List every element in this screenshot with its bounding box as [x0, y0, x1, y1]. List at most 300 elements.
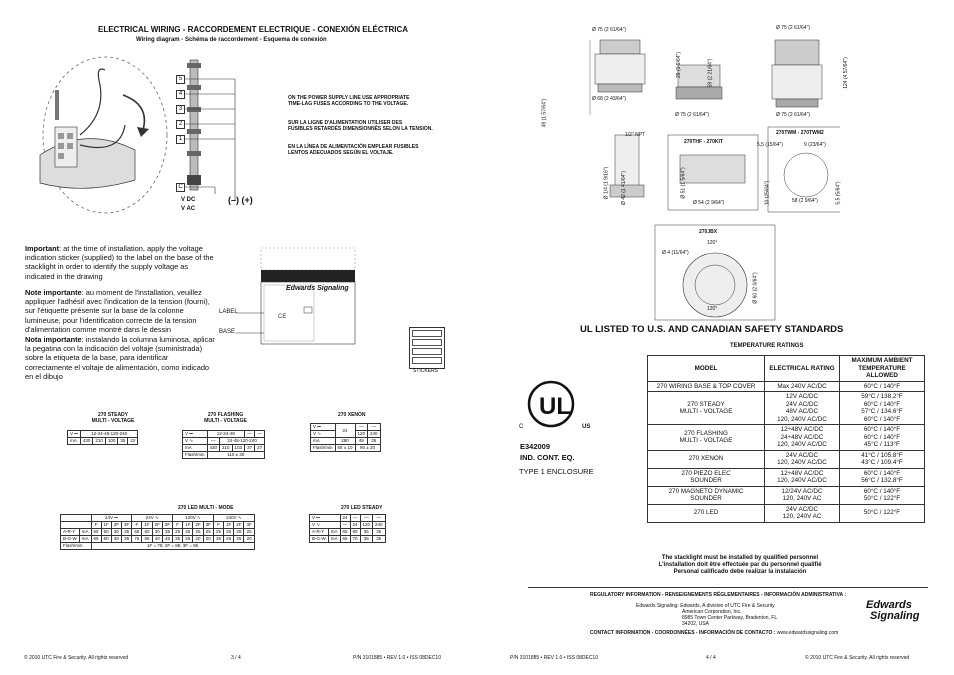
regulatory-info: REGULATORY INFORMATION - RENSEIGNEMENTS RÉGLEMENTAIRES - INFORMACIÓN ADMINISTRATIVA : — [590, 592, 847, 598]
steady-title-line: MULTI - VOLTAGE — [91, 418, 135, 424]
table-cell: 35 — [373, 529, 386, 536]
table-cell: 24 — [340, 515, 350, 522]
table-cell: 80 — [350, 529, 360, 536]
fuse-note-en-line: ON THE POWER SUPPLY LINE USE APPROPRIATE — [288, 95, 410, 101]
ul-type: TYPE 1 ENCLOSURE — [519, 467, 594, 476]
table-cell — [648, 486, 765, 504]
table-cell: 1F = 75; 2F = 85; 3F = 85 — [91, 543, 254, 550]
table-row — [311, 438, 381, 445]
table-cell-line: 120, 240V AC/DC — [777, 441, 827, 448]
address-line: 34202, USA — [682, 621, 709, 627]
table-row — [648, 450, 925, 468]
table-cell-line: 24V AC/DC — [785, 400, 819, 408]
table-cell — [765, 381, 840, 392]
table-cell-line: 120, 240V AC/DC — [777, 459, 827, 466]
xenon-table — [310, 423, 381, 452]
table-cell: 280 — [335, 438, 355, 445]
table-cell-line: 45°C / 113°F — [864, 441, 900, 448]
table-cell-line: 120, 240V AC/DC — [777, 477, 827, 484]
table-cell-line: 270 STEADY — [687, 400, 725, 408]
table-cell-line: 24V AC/DC — [785, 451, 819, 459]
terminal-2: 2 — [176, 120, 185, 129]
table-cell: 1F — [183, 522, 193, 529]
table-cell-line: MULTI - VOLTAGE — [679, 437, 733, 445]
important-en-line: indicated in the drawing — [25, 271, 103, 281]
table-row — [183, 445, 265, 452]
table-cell: 60 — [142, 529, 152, 536]
table-cell: 70 — [350, 536, 360, 543]
terminal-3: 3 — [176, 105, 185, 114]
table-cell-line: 120, 240V AC — [782, 513, 822, 520]
table-row — [68, 431, 138, 438]
footer-left-copyright: © 2010 UTC Fire & Security. All rights reserved — [24, 655, 129, 661]
table-cell: 24-48-120-240 — [220, 438, 265, 445]
table-cell: — — [245, 431, 255, 438]
table-cell-line: 270 LED — [693, 509, 719, 517]
polarity-label: (–) (+) — [228, 195, 253, 205]
table-cell-line: 59°C / 138.2°F — [861, 393, 903, 400]
table-cell: mA — [328, 536, 340, 543]
table-row — [68, 438, 138, 445]
dim-d10: 10 (25/64") — [764, 180, 771, 206]
important-en-line: stacklight in order to identify the supply voltage as — [25, 262, 189, 272]
dim-a120b: 120° — [707, 306, 718, 312]
divider — [528, 587, 928, 588]
table-cell: 35 — [360, 536, 373, 543]
table-cell: 430 — [80, 438, 93, 445]
table-cell: 103 — [232, 445, 245, 452]
dim-d54: Ø 54 (2 9/64") — [693, 200, 725, 206]
table-cell: — — [368, 424, 381, 431]
table-cell: A-R-Y — [310, 529, 329, 536]
table-header: MAXIMUM AMBIENT TEMPERATURE ALLOWED — [840, 356, 925, 382]
table-cell: 35 — [162, 529, 172, 536]
address-block — [636, 603, 777, 627]
table-cell: 12-24-48-120-240 — [80, 431, 138, 438]
table-cell: 37 — [245, 445, 255, 452]
table-row — [61, 515, 255, 522]
led-multi-title: 270 LED MULTI - MODE — [178, 505, 234, 511]
table-cell: 3F — [162, 522, 172, 529]
table-cell-line: 60°C / 140°F — [863, 382, 901, 390]
table-cell: 75 — [132, 536, 142, 543]
table-cell: 1F — [223, 522, 233, 529]
table-row — [310, 515, 386, 522]
table-row — [61, 536, 255, 543]
stickers-sheet — [409, 327, 445, 369]
table-cell-line: 57°C / 134.6°F — [861, 408, 903, 415]
table-cell: 240V ∿ — [213, 515, 254, 522]
table-row — [648, 356, 925, 382]
table-cell: 35 — [373, 536, 386, 543]
steady-table — [67, 430, 138, 445]
important-fr-line: appliquer l'adhésif avec l'indication de la tension (fourni), — [25, 297, 210, 307]
footer-left-pn: P/N 3101885 • REV 1.0 • ISS 08DEC10 — [353, 655, 441, 661]
important-es-line: correctamente el voltaje de alimentación, como indicado — [25, 362, 210, 372]
table-cell: 1F — [142, 522, 152, 529]
dim-h59: 59 (2 21/64") — [707, 58, 714, 88]
table-cell: mA — [79, 536, 91, 543]
table-cell: B-G-W — [61, 536, 80, 543]
temperature-table — [647, 355, 925, 523]
dim-d75c: Ø 75 (2 61/64") — [776, 25, 811, 31]
table-cell — [765, 425, 840, 451]
dim-d5: 5,5 (5/64") — [835, 181, 842, 205]
leader-lines — [236, 310, 266, 335]
dim-d58: 58 (2 9/64") — [792, 198, 818, 204]
ul-us: US — [582, 424, 591, 430]
table-cell: 35 — [360, 529, 373, 536]
table-cell-line: 120, 240V AC — [782, 495, 822, 502]
table-cell: F — [173, 522, 183, 529]
dim-h29: 29 (1 9/64") — [675, 52, 682, 78]
ul-logo — [523, 378, 603, 438]
footer-left-page: 3 / 4 — [231, 655, 241, 661]
table-cell: 25 — [244, 529, 254, 536]
table-cell: 30 — [111, 536, 121, 543]
ul-c: C — [519, 424, 524, 430]
dim-h49: 49 (1 57/64") — [541, 98, 548, 128]
table-cell — [765, 486, 840, 504]
table-cell: F — [132, 522, 142, 529]
important-en-label: Important — [25, 244, 60, 253]
table-row — [61, 522, 255, 529]
wiring-title: ELECTRICAL WIRING - RACCORDEMENT ELECTRIQUE - CONEXIÓN ELÉCTRICA — [98, 25, 409, 34]
table-cell: Flash/min — [311, 445, 336, 452]
table-cell: 45 — [162, 536, 172, 543]
dim-npt: 1/2" NPT — [625, 132, 646, 138]
qualified-line: L'installation doit être effectuée par du personnel qualifié — [658, 562, 822, 568]
table-cell-line: 120, 240V AC/DC — [777, 415, 827, 423]
table-cell-line: 60°C / 140°F — [863, 487, 901, 495]
dim-d75b: Ø 75 (2 61/64") — [675, 112, 710, 118]
table-cell — [648, 392, 765, 425]
table-cell: 25 — [223, 536, 233, 543]
ul-cat: IND. CONT. EQ. — [520, 453, 575, 462]
table-cell: 24V ∿ — [132, 515, 173, 522]
table-cell: 24 — [335, 424, 355, 438]
table-cell: V ⎓ — [310, 515, 341, 522]
table-header: ELECTRICAL RATING — [765, 356, 840, 382]
terminal-1: 1 — [176, 135, 185, 144]
led-multi-table — [60, 514, 255, 550]
important-en-line: indication sticker (supplied) to the label on the base of the — [25, 253, 214, 263]
dim-d40: Ø 1/4 (1 9/16") — [603, 166, 610, 200]
table-cell: 25 — [213, 529, 223, 536]
footer-right-copyright: © 2010 UTC Fire & Security. All rights reserved — [805, 655, 910, 661]
table-row — [61, 543, 255, 550]
table-cell: 120 — [355, 431, 368, 438]
table-cell: 430 — [207, 445, 220, 452]
table-cell: V ⎓ — [183, 431, 208, 438]
table-cell: 3F — [122, 522, 132, 529]
fuse-note-fr-line: FUSIBLES RETARDÉS DIMENSIONNÉS SELON LA TENSION. — [288, 126, 433, 132]
table-cell-line: 270 WIRING BASE & TOP COVER — [656, 382, 756, 390]
ul-mark-text: UL — [539, 393, 571, 420]
table-cell: 40 — [152, 536, 162, 543]
ul-file: E342009 — [520, 442, 551, 451]
important-es-line: la pegatina con la indicación del voltaje (suministrada) — [25, 344, 203, 354]
table-cell: 24 — [350, 522, 360, 529]
table-cell — [840, 381, 925, 392]
important-es-line: en el dibujo — [25, 371, 63, 381]
twm-title: 270TWM - 270TWM2 — [776, 130, 824, 136]
table-cell: 60 — [101, 536, 111, 543]
table-cell: 25 — [183, 536, 193, 543]
table-cell — [648, 450, 765, 468]
dim-d75: Ø 75 (2 61/64") — [592, 27, 627, 33]
table-cell: F — [213, 522, 223, 529]
table-cell: 35 — [173, 536, 183, 543]
table-cell: Flash/min — [183, 452, 208, 459]
ul-heading: UL LISTED TO U.S. AND CANADIAN SAFETY STANDARDS — [580, 324, 844, 335]
table-cell — [648, 504, 765, 522]
table-cell: 35 — [118, 438, 128, 445]
table-cell: 3F — [244, 522, 254, 529]
logo-line: Signaling — [870, 610, 920, 622]
table-cell: 120V ∿ — [173, 515, 214, 522]
temp-heading: TEMPERATURE RATINGS — [730, 343, 804, 349]
table-row — [310, 536, 386, 543]
table-row — [648, 425, 925, 451]
table-cell: mA — [79, 529, 91, 536]
table-cell: 35 — [122, 536, 132, 543]
table-cell-line: 270 FLASHING — [684, 429, 728, 437]
table-cell-line: 60°C / 140°F — [863, 415, 901, 423]
table-cell: 2F — [234, 522, 244, 529]
table-cell: A-R-Y — [61, 529, 80, 536]
table-row — [310, 529, 386, 536]
table-cell-line: 270 PIEZO ELEC — [681, 469, 731, 477]
terminal-c: C — [176, 183, 185, 192]
dim-d75d: Ø 75 (2 61/64") — [776, 112, 811, 118]
table-cell — [765, 504, 840, 522]
terminal-5: 5 — [176, 75, 185, 84]
table-cell: 25 — [173, 529, 183, 536]
table-cell — [765, 450, 840, 468]
important-fr-label: Note importante — [25, 288, 82, 297]
dim-d42: Ø 42 (1 41/64") — [621, 170, 628, 206]
table-cell: 35 — [122, 529, 132, 536]
table-cell: — — [373, 515, 386, 522]
table-cell: 35 — [213, 536, 223, 543]
table-cell: — — [355, 424, 368, 431]
table-cell — [840, 392, 925, 425]
table-cell: 55 — [142, 536, 152, 543]
table-cell-line: 60°C / 140°F — [863, 400, 901, 408]
label-text: LABEL — [219, 309, 238, 315]
table-cell: V ∿ — [183, 438, 208, 445]
table-cell — [648, 425, 765, 451]
important-es-label: Nota importante — [25, 335, 82, 344]
table-cell: 240 — [373, 522, 386, 529]
base-text: BASE — [219, 329, 236, 335]
table-cell: mA — [328, 529, 340, 536]
table-cell: mA — [68, 438, 81, 445]
table-cell-line: 24÷48V AC/DC — [780, 433, 824, 441]
table-cell-line: 56°C / 132.8°F — [861, 477, 903, 484]
table-cell: 120 — [360, 522, 373, 529]
flashing-table — [182, 430, 265, 459]
table-cell-line: 43°C / 109.4°F — [861, 459, 903, 466]
address-line: 8985 Town Center Parkway, Bradenton, FL — [682, 615, 778, 621]
fuse-note-es-line: EN LA LÍNEA DE ALIMENTACIÓN EMPLEAR FUSIBLES — [288, 144, 419, 150]
table-cell-line: Max 240V AC/DC — [777, 382, 827, 390]
table-cell — [840, 504, 925, 522]
important-es — [25, 335, 240, 381]
vac-label: V AC — [181, 206, 196, 212]
table-cell-line: 270 XENON — [688, 455, 724, 463]
base-label-drawing — [258, 245, 358, 350]
jbx-title: 270JBX — [699, 229, 718, 235]
led-steady-table — [309, 514, 386, 543]
table-cell-line: 60°C / 140°F — [863, 469, 901, 477]
xenon-title: 270 XENON — [338, 412, 366, 418]
table-cell-line: 50°C / 122°F — [863, 495, 901, 502]
table-cell: V ∿ — [310, 522, 341, 529]
table-cell: 25 — [203, 529, 213, 536]
fuse-note-en — [288, 95, 409, 107]
svg-text:CE: CE — [278, 314, 287, 320]
address-line: American Corporation, Inc. — [682, 609, 742, 615]
table-cell: 90 ± 20 — [355, 445, 380, 452]
table-row — [183, 431, 265, 438]
logo-line: Edwards — [866, 599, 912, 611]
flashing-title-line: 270 FLASHING — [207, 412, 244, 418]
table-cell: 25 — [183, 529, 193, 536]
table-cell: 25 — [223, 529, 233, 536]
table-cell: 3F — [203, 522, 213, 529]
table-cell: 2F — [152, 522, 162, 529]
table-cell: 210 — [93, 438, 106, 445]
thf-title: 270THF - 270KIT — [684, 139, 723, 145]
fuse-note-en-line: TIME-LAG FUSES ACCORDING TO THE VOLTAGE. — [288, 101, 409, 107]
table-cell: B-G-W — [310, 536, 329, 543]
table-cell: F — [91, 522, 101, 529]
table-cell: 65 — [91, 536, 101, 543]
table-header: MODEL — [648, 356, 765, 382]
table-cell: 22 — [128, 438, 138, 445]
table-cell: — — [360, 515, 373, 522]
qualified-line: The stacklight must be installed by qualified personnel — [661, 555, 819, 561]
vdc-label: V DC — [181, 197, 196, 203]
important-es-line: : instalando la columna luminosa, aplicar — [81, 335, 215, 344]
dim-d68: Ø 68 (2 43/64") — [592, 96, 627, 102]
table-cell: 20 — [244, 536, 254, 543]
table-row — [648, 468, 925, 486]
table-cell: 30 — [111, 529, 121, 536]
important-en — [25, 244, 240, 281]
important-en-line: : at the time of installation, apply the voltage — [59, 244, 203, 253]
table-cell: 30 — [152, 529, 162, 536]
address-line: Edwards Signaling: Edwards, A division of UTC Fire & Security — [636, 603, 775, 609]
dim-h124: 124 (4 57/64") — [842, 57, 849, 89]
fuse-note-es — [288, 144, 418, 156]
important-fr-line: sur l'étiquette présente sur la base de la colonne — [25, 306, 184, 316]
table-cell: V ⎓ — [311, 424, 336, 431]
table-cell: 12-24-48 — [207, 431, 245, 438]
steady-title — [88, 412, 138, 424]
table-cell: V ⎓ — [68, 431, 81, 438]
table-cell — [840, 425, 925, 451]
table-cell-line: 12V AC/DC — [785, 393, 819, 400]
table-cell: V ∿ — [311, 431, 336, 438]
qualified-notice — [630, 555, 850, 576]
table-cell: 27 — [255, 445, 265, 452]
important-fr-line: : au moment de l'installation, veuillez — [81, 288, 202, 297]
important-es-line: sobre la etiqueta de la base, para identificar — [25, 353, 169, 363]
dimension-drawings — [540, 25, 840, 325]
led-steady-title: 270 LED STEADY — [341, 505, 383, 511]
table-cell — [765, 392, 840, 425]
table-row — [648, 381, 925, 392]
table-cell: Flash/min — [61, 543, 92, 550]
table-cell: 65 — [340, 529, 350, 536]
table-cell: 65 — [91, 529, 101, 536]
table-row — [183, 452, 265, 459]
table-cell: 20 — [203, 536, 213, 543]
table-cell: 25 — [234, 536, 244, 543]
table-cell: mA — [311, 438, 336, 445]
fuse-note-es-line: LENTOS ADECUADOS SEGÚN EL VOLTAJE. — [288, 150, 394, 156]
table-cell-line: 12÷48V AC/DC — [780, 469, 824, 477]
table-cell-line: MULTI - VOLTAGE — [679, 408, 733, 415]
table-cell-line: 48V AC/DC — [785, 408, 819, 415]
table-cell: 35 — [368, 438, 381, 445]
table-cell: 1F — [101, 522, 111, 529]
brand-small-label: Edwards Signaling — [286, 285, 349, 292]
table-cell: 24V ⎓ — [91, 515, 132, 522]
footer-right-page: 4 / 4 — [706, 655, 716, 661]
table-cell: mA — [183, 445, 208, 452]
table-cell-line: 24V AC/DC — [785, 505, 819, 513]
steady-title-line: 270 STEADY — [97, 412, 128, 418]
table-cell: — — [207, 438, 220, 445]
table-cell-line: SOUNDER — [690, 495, 722, 502]
table-cell: 65 — [340, 536, 350, 543]
important-fr-line: lumineuse, pour l'identification correcte de la tension — [25, 315, 197, 325]
contact-info — [590, 630, 838, 636]
flashing-title-line: MULTI - VOLTAGE — [204, 418, 247, 424]
table-row — [61, 529, 255, 536]
fuse-note-fr — [288, 120, 433, 132]
table-cell: 240 — [368, 431, 381, 438]
table-cell: — — [340, 522, 350, 529]
table-cell: 100 — [105, 438, 118, 445]
terminal-wires — [185, 72, 265, 212]
contact-label: CONTACT INFORMATION - COORDONNÉES - INFORMACIÓN DE CONTACTO : — [590, 630, 776, 636]
table-row — [648, 486, 925, 504]
dim-d51: Ø 51 (1 5/64") — [680, 167, 687, 199]
wiring-subtitle: Wiring diagram - Schéma de raccordement - Esquema de conexión — [136, 37, 327, 43]
contact-url[interactable]: www.edwardssignaling.com — [776, 630, 839, 636]
table-cell-line: 50°C / 122°F — [863, 509, 901, 517]
table-row — [310, 522, 386, 529]
table-cell — [840, 486, 925, 504]
table-cell: 20 — [193, 536, 203, 543]
table-row — [648, 392, 925, 425]
table-cell — [648, 381, 765, 392]
table-cell-line: 60°C / 140°F — [863, 433, 901, 441]
dim-d9: 9 (23/64") — [804, 142, 826, 148]
table-cell — [840, 468, 925, 486]
edwards-logo — [866, 600, 920, 622]
table-cell: 60 — [101, 529, 111, 536]
table-row — [648, 504, 925, 522]
table-cell: 65 — [132, 529, 142, 536]
table-cell — [648, 468, 765, 486]
important-fr — [25, 288, 240, 334]
